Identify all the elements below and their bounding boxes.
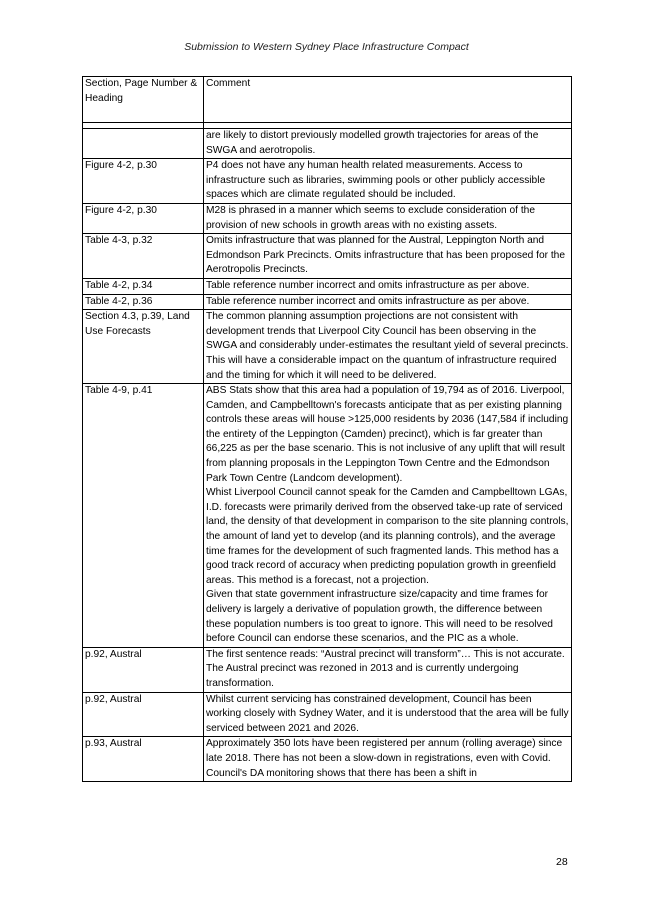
section-cell: Table 4-9, p.41	[83, 384, 204, 648]
comment-cell	[204, 647, 572, 692]
comment-cell	[204, 234, 572, 279]
comment-paragraph: Approximately 350 lots have been registered per annum (rolling average) since late 2018. There has not been a slow-down in registrations, even with Covid. Council's DA monitoring shows that there has been a shift in	[206, 738, 563, 779]
section-cell: p.93, Austral	[83, 737, 204, 782]
section-cell: Table 4-2, p.36	[83, 294, 204, 310]
table-row	[83, 737, 572, 782]
table-row	[83, 294, 572, 310]
comment-cell	[204, 203, 572, 233]
comment-paragraph: M28 is phrased in a manner which seems to exclude consideration of the provision of new schools in growth areas with no existing assets.	[206, 204, 536, 231]
comment-cell	[204, 159, 572, 204]
table-row	[83, 159, 572, 204]
table-row	[83, 384, 572, 648]
section-cell: Figure 4-2, p.30	[83, 159, 204, 204]
comment-cell	[204, 294, 572, 310]
table-row	[83, 203, 572, 233]
comment-paragraph: are likely to distort previously modelled growth trajectories for areas of the SWGA and aerotropolis.	[206, 130, 539, 156]
comment-paragraph: Whilst current servicing has constrained development, Council has been working closely with Sydney Water, and it is understood that the area will be fully serviced between 2021 and 2026.	[206, 693, 569, 734]
section-cell: Table 4-2, p.34	[83, 278, 204, 294]
section-cell: Section 4.3, p.39, Land Use Forecasts	[83, 310, 204, 384]
comment-cell	[204, 310, 572, 384]
section-cell: Figure 4-2, p.30	[83, 203, 204, 233]
table-row	[83, 647, 572, 692]
comment-paragraph: Whist Liverpool Council cannot speak for the Camden and Campbelltown LGAs, I.D. forecasts were primarily derived from the observed take-up rate of serviced land, the density of that development in comparison to the site planning controls, the amount of land yet to develop (and its planning controls), and the average time frames for the development of such fragmented lands. This method has a good track record of accuracy when predicting population growth in greenfield areas. This method is a forecast, not a projection.	[206, 487, 569, 586]
comment-paragraph: Omits infrastructure that was planned for the Austral, Leppington North and Edmondson Park Precincts. Omits infrastructure that has been proposed for the Aerotropolis Precincts.	[206, 235, 566, 276]
table-row	[83, 692, 572, 737]
section-cell: p.92, Austral	[83, 647, 204, 692]
comment-cell	[204, 737, 572, 782]
comment-paragraph: Table reference number incorrect and omits infrastructure as per above.	[206, 279, 530, 291]
comment-paragraph: P4 does not have any human health related measurements. Access to infrastructure such as libraries, swimming pools or other publicly accessible spaces which are climate regulated should be included.	[206, 160, 546, 201]
comment-cell	[204, 384, 572, 648]
table-row	[83, 310, 572, 384]
table-header-row	[83, 77, 572, 123]
comment-paragraph: The common planning assumption projections are not consistent with development trends that Liverpool City Council has been observing in the SWGA and considerably under-estimates the resultant yield of several precincts. This will have a considerable impact on the quantum of infrastructure required and the timing for which it will need to be delivered.	[206, 311, 569, 381]
section-cell: Table 4-3, p.32	[83, 234, 204, 279]
comment-cell	[204, 278, 572, 294]
table-row	[83, 129, 572, 159]
column-header-comment: Comment	[204, 77, 572, 123]
comment-paragraph: ABS Stats show that this area had a population of 19,794 as of 2016. Liverpool, Camden, and Campbelltown's forecasts anticipate that as per existing planning controls these areas will house >125,000 residents by 2036 (147,584 if including the entirety of the Leppington (Camden) precinct), which is far greater than 66,225 as per the base scenario. This is not inclusive of any uplift that will result from planning proposals in the Leppington Town Centre and the Edmondson Park Town Centre (Landcom development).	[206, 385, 569, 484]
comment-cell	[204, 692, 572, 737]
page-header: Submission to Western Sydney Place Infrastructure Compact	[184, 41, 469, 53]
column-header-section: Section, Page Number & Heading	[83, 77, 204, 123]
page-number: 28	[556, 856, 568, 868]
section-cell	[83, 129, 204, 159]
comments-table	[82, 76, 572, 782]
comment-paragraph: The first sentence reads: “Austral precinct will transform”… This is not accurate. The Austral precinct was rezoned in 2013 and is currently undergoing transformation.	[206, 648, 565, 689]
comment-paragraph: Table reference number incorrect and omits infrastructure as per above.	[206, 295, 530, 307]
table-row	[83, 234, 572, 279]
comment-cell	[204, 129, 572, 159]
section-cell: p.92, Austral	[83, 692, 204, 737]
table-row	[83, 278, 572, 294]
comment-paragraph: Given that state government infrastructure size/capacity and time frames for delivery is largely a derivative of population growth, the difference between these population numbers is too great to ignore. This will need to be resolved before Council can endorse these scenarios, and the PIC as a whole.	[206, 589, 553, 645]
